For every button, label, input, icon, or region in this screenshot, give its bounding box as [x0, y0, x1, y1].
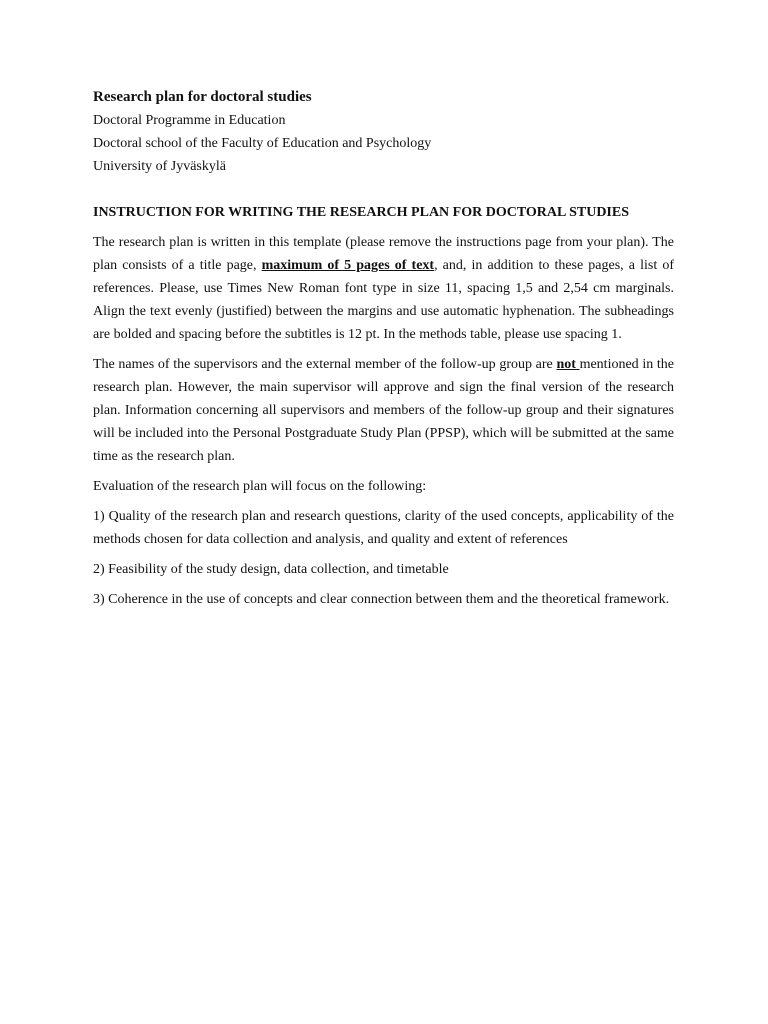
document-title: Research plan for doctoral studies [93, 89, 312, 105]
instructions-paragraph-supervisors [93, 353, 674, 468]
instructions-paragraph-template [93, 231, 674, 346]
criterion-item-1: 1) Quality of the research plan and research questions, clarity of the used concepts, applicability of the methods chosen for data collection and analysis, and quality and extent of references [93, 509, 674, 547]
school-name: Doctoral school of the Faculty of Education and Psychology [93, 136, 432, 151]
paragraph-text: The names of the supervisors and the external member of the follow-up group are [93, 357, 557, 372]
paragraph-text: The research plan is written in this template (please remove the instructions page from your plan). The plan consists of a title page, [93, 235, 674, 273]
criterion-item-2: 2) Feasibility of the study design, data collection, and timetable [93, 562, 449, 577]
university-name: University of Jyväskylä [93, 159, 226, 174]
programme-name: Doctoral Programme in Education [93, 113, 286, 128]
not-emphasis: not [556, 357, 580, 372]
document-content [93, 86, 674, 618]
instructions-heading: INSTRUCTION FOR WRITING THE RESEARCH PLAN FOR DOCTORAL STUDIES [93, 205, 629, 220]
evaluation-intro: Evaluation of the research plan will focus on the following: [93, 479, 427, 494]
paragraph-text: , and, in addition to these pages, a list of references. Please, use Times New Roman font type in size 11, spacing 1,5 and 2,54 cm marginals. Align the text evenly (justified) between the margins and use automatic hyphenation. The subheadings are bolded and spacing before the subtitles is 12 pt. In the methods table, please use spacing 1. [93, 258, 674, 342]
criterion-item-3: 3) Coherence in the use of concepts and clear connection between them and the theoretical framework. [93, 592, 670, 607]
paragraph-text: mentioned in the research plan. However, the main supervisor will approve and sign the final version of the research plan. Information concerning all supervisors and members of the follow-up group and their signatures will be included into the Personal Postgraduate Study Plan (PPSP), which will be submitted at the same time as the research plan. [93, 357, 675, 464]
document-header [93, 86, 674, 178]
page-limit-emphasis: maximum of 5 pages of text [261, 258, 435, 273]
